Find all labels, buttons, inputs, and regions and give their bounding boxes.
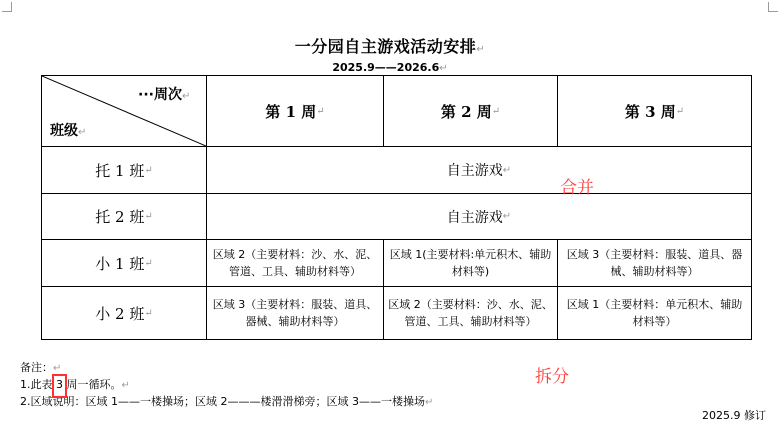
week-header-3: 第 3 周 ↵: [624, 102, 685, 121]
class-label-xiao2: 小 2 班 ↵: [95, 304, 153, 323]
notes-line-1: 1.此表 3 周一循环。↵: [20, 378, 130, 391]
class-label-tuo1: 托 1 班 ↵: [95, 161, 153, 180]
page-corner-mark-left: [2, 2, 12, 12]
revision-note: 2025.9 修订: [702, 409, 766, 422]
page-corner-mark-right: [768, 2, 778, 12]
schedule-cell-xiao1-week1: 区域 2（主要材料：沙、水、泥、管道、工具、辅助材料等）: [212, 248, 378, 278]
notes-line-2: 2.区域说明：区域 1——一楼操场；区域 2———楼滑滑梯旁；区域 3——一楼操场↵: [20, 395, 434, 408]
merge-annotation: 合并: [560, 178, 594, 198]
week-header-1: 第 1 周 ↵: [265, 102, 325, 121]
merged-cell-tuo1: 自主游戏 ↵: [446, 163, 512, 179]
schedule-cell-xiao2-week1: 区域 3（主要材料：服装、道具、器械、辅助材料等）: [212, 298, 378, 328]
diagonal-header-cell: [42, 76, 206, 146]
week-header-2: 第 2 周 ↵: [440, 102, 501, 121]
corner-class-label: 班级↵: [50, 123, 87, 139]
schedule-cell-xiao2-week3: 区域 1（主要材料：单元积木、辅助材料等）: [566, 298, 743, 328]
class-label-xiao1: 小 1 班 ↵: [95, 254, 153, 273]
class-label-tuo2: 托 2 班 ↵: [95, 208, 153, 226]
notes-heading: 备注：↵: [20, 361, 62, 374]
split-annotation: 拆分: [535, 367, 569, 387]
merged-cell-tuo2: 自主游戏 ↵: [446, 209, 512, 226]
highlight-box: [52, 374, 67, 398]
schedule-cell-xiao1-week2: 区域 1(主要材料:单元积木、辅助材料等): [389, 248, 552, 278]
corner-week-label: ···周次↵: [138, 87, 191, 103]
schedule-cell-xiao1-week3: 区域 3（主要材料：服装、道具、器械、辅助材料等）: [566, 248, 743, 278]
schedule-table: [41, 75, 752, 340]
date-range: 2025.9——2026.6↵: [332, 61, 448, 74]
document-title: 一分园自主游戏活动安排↵: [294, 37, 486, 56]
schedule-cell-xiao2-week2: 区域 2（主要材料：沙、水、泥、管道、工具、辅助材料等）: [388, 298, 553, 328]
